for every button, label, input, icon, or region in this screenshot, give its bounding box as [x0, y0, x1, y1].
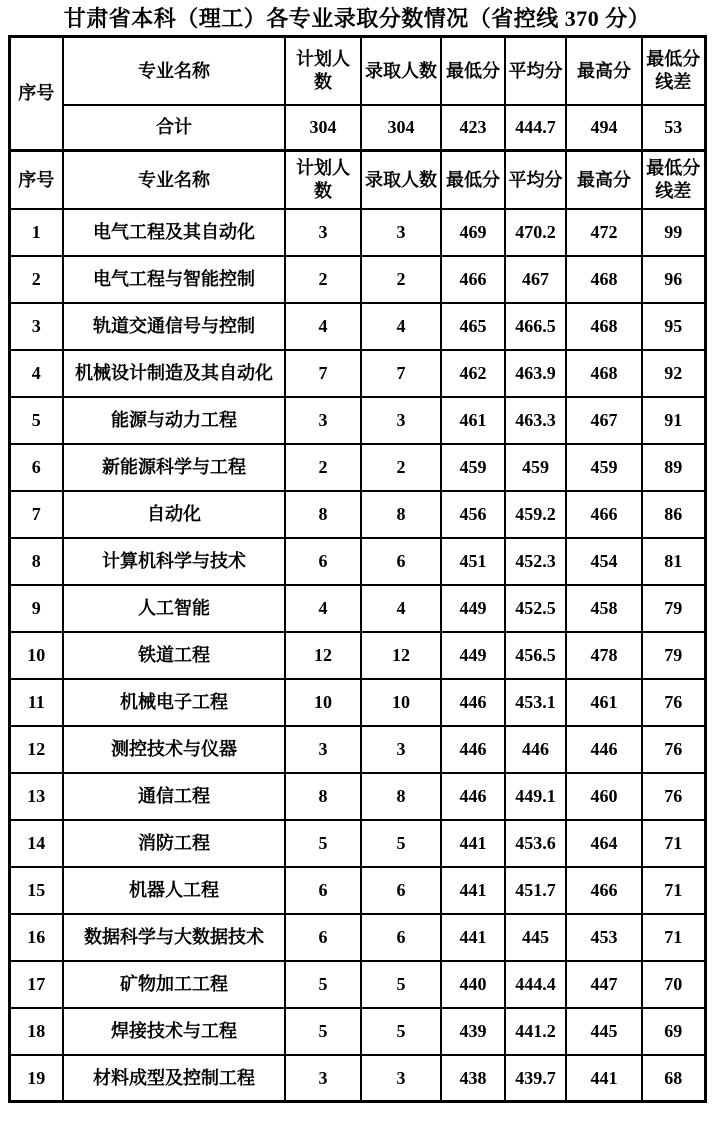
header-major: 专业名称 [63, 37, 285, 105]
cell-plan: 6 [285, 867, 361, 914]
header2-plan: 计划人数 [285, 151, 361, 209]
cell-no: 16 [9, 914, 63, 961]
cell-max: 454 [566, 538, 642, 585]
cell-plan: 6 [285, 538, 361, 585]
cell-no: 17 [9, 961, 63, 1008]
cell-avg: 470.2 [505, 209, 566, 256]
cell-major: 铁道工程 [63, 632, 285, 679]
cell-major: 通信工程 [63, 773, 285, 820]
cell-no: 13 [9, 773, 63, 820]
cell-avg: 463.9 [505, 350, 566, 397]
total-row [9, 105, 705, 151]
cell-diff: 71 [642, 867, 705, 914]
cell-min: 466 [441, 256, 505, 303]
cell-no: 19 [9, 1055, 63, 1102]
table-row [9, 303, 705, 350]
cell-avg: 452.3 [505, 538, 566, 585]
cell-plan: 2 [285, 256, 361, 303]
cell-avg: 449.1 [505, 773, 566, 820]
cell-min: 469 [441, 209, 505, 256]
cell-diff: 79 [642, 632, 705, 679]
cell-admitted: 10 [361, 679, 441, 726]
cell-max: 441 [566, 1055, 642, 1102]
cell-diff: 70 [642, 961, 705, 1008]
header2-major: 专业名称 [63, 151, 285, 209]
header-min-diff [642, 37, 705, 105]
cell-admitted: 2 [361, 256, 441, 303]
cell-diff: 81 [642, 538, 705, 585]
admission-scores-table [8, 35, 707, 1103]
cell-diff: 92 [642, 350, 705, 397]
header-max: 最高分 [566, 37, 642, 105]
table-row [9, 1008, 705, 1055]
cell-major: 能源与动力工程 [63, 397, 285, 444]
cell-no: 1 [9, 209, 63, 256]
cell-max: 468 [566, 303, 642, 350]
cell-major: 机械设计制造及其自动化 [63, 350, 285, 397]
table-row [9, 538, 705, 585]
header-admitted: 录取人数 [361, 37, 441, 105]
table-row [9, 350, 705, 397]
cell-max: 461 [566, 679, 642, 726]
cell-avg: 459 [505, 444, 566, 491]
cell-admitted: 4 [361, 585, 441, 632]
cell-major: 矿物加工工程 [63, 961, 285, 1008]
cell-plan: 3 [285, 726, 361, 773]
cell-diff: 91 [642, 397, 705, 444]
cell-plan: 4 [285, 585, 361, 632]
cell-major: 测控技术与仪器 [63, 726, 285, 773]
cell-avg: 456.5 [505, 632, 566, 679]
cell-max: 460 [566, 773, 642, 820]
total-plan: 304 [285, 105, 361, 151]
header2-min-diff [642, 151, 705, 209]
header2-max: 最高分 [566, 151, 642, 209]
header-row-secondary [9, 151, 705, 209]
table-row [9, 444, 705, 491]
cell-diff: 69 [642, 1008, 705, 1055]
table-row [9, 491, 705, 538]
cell-diff: 71 [642, 820, 705, 867]
cell-plan: 7 [285, 350, 361, 397]
cell-no: 5 [9, 397, 63, 444]
cell-avg: 466.5 [505, 303, 566, 350]
cell-min: 438 [441, 1055, 505, 1102]
cell-avg: 467 [505, 256, 566, 303]
cell-max: 453 [566, 914, 642, 961]
cell-major: 焊接技术与工程 [63, 1008, 285, 1055]
total-diff: 53 [642, 105, 705, 151]
cell-avg: 441.2 [505, 1008, 566, 1055]
cell-avg: 453.1 [505, 679, 566, 726]
cell-min: 446 [441, 726, 505, 773]
cell-max: 466 [566, 491, 642, 538]
cell-max: 464 [566, 820, 642, 867]
cell-major: 计算机科学与技术 [63, 538, 285, 585]
cell-avg: 459.2 [505, 491, 566, 538]
table-row [9, 256, 705, 303]
cell-min: 449 [441, 585, 505, 632]
cell-major: 轨道交通信号与控制 [63, 303, 285, 350]
table-row [9, 632, 705, 679]
cell-diff: 96 [642, 256, 705, 303]
cell-admitted: 5 [361, 820, 441, 867]
table-row [9, 820, 705, 867]
cell-plan: 3 [285, 397, 361, 444]
total-max: 494 [566, 105, 642, 151]
cell-min: 441 [441, 820, 505, 867]
cell-avg: 453.6 [505, 820, 566, 867]
table-row [9, 867, 705, 914]
header2-no: 序号 [9, 151, 63, 209]
header-avg: 平均分 [505, 37, 566, 105]
cell-admitted: 6 [361, 538, 441, 585]
cell-min: 465 [441, 303, 505, 350]
cell-plan: 8 [285, 773, 361, 820]
cell-admitted: 3 [361, 726, 441, 773]
cell-max: 466 [566, 867, 642, 914]
cell-plan: 10 [285, 679, 361, 726]
cell-max: 446 [566, 726, 642, 773]
cell-no: 9 [9, 585, 63, 632]
cell-no: 6 [9, 444, 63, 491]
header2-min-diff-line2: 线差 [655, 180, 692, 201]
cell-max: 447 [566, 961, 642, 1008]
cell-diff: 99 [642, 209, 705, 256]
cell-min: 449 [441, 632, 505, 679]
cell-plan: 12 [285, 632, 361, 679]
cell-diff: 76 [642, 773, 705, 820]
cell-major: 电气工程与智能控制 [63, 256, 285, 303]
total-admitted: 304 [361, 105, 441, 151]
cell-min: 459 [441, 444, 505, 491]
cell-avg: 444.4 [505, 961, 566, 1008]
header-min-diff-line2: 线差 [655, 71, 692, 92]
cell-no: 12 [9, 726, 63, 773]
cell-diff: 79 [642, 585, 705, 632]
cell-min: 446 [441, 773, 505, 820]
cell-plan: 5 [285, 961, 361, 1008]
header2-avg: 平均分 [505, 151, 566, 209]
cell-avg: 452.5 [505, 585, 566, 632]
cell-max: 458 [566, 585, 642, 632]
cell-diff: 76 [642, 679, 705, 726]
table-row [9, 773, 705, 820]
total-label: 合计 [63, 105, 285, 151]
cell-major: 新能源科学与工程 [63, 444, 285, 491]
cell-plan: 3 [285, 209, 361, 256]
cell-admitted: 12 [361, 632, 441, 679]
cell-admitted: 4 [361, 303, 441, 350]
cell-no: 14 [9, 820, 63, 867]
cell-plan: 5 [285, 820, 361, 867]
cell-min: 462 [441, 350, 505, 397]
cell-max: 478 [566, 632, 642, 679]
cell-plan: 8 [285, 491, 361, 538]
header-plan: 计划人数 [285, 37, 361, 105]
cell-admitted: 8 [361, 773, 441, 820]
cell-no: 4 [9, 350, 63, 397]
total-min: 423 [441, 105, 505, 151]
cell-diff: 95 [642, 303, 705, 350]
cell-min: 439 [441, 1008, 505, 1055]
cell-admitted: 8 [361, 491, 441, 538]
cell-plan: 3 [285, 1055, 361, 1102]
cell-admitted: 6 [361, 867, 441, 914]
cell-major: 材料成型及控制工程 [63, 1055, 285, 1102]
cell-diff: 71 [642, 914, 705, 961]
cell-avg: 446 [505, 726, 566, 773]
cell-no: 8 [9, 538, 63, 585]
cell-admitted: 5 [361, 1008, 441, 1055]
header-min-diff-line1: 最低分 [646, 49, 701, 70]
cell-min: 461 [441, 397, 505, 444]
cell-no: 3 [9, 303, 63, 350]
cell-major: 人工智能 [63, 585, 285, 632]
cell-admitted: 7 [361, 350, 441, 397]
cell-diff: 76 [642, 726, 705, 773]
table-row [9, 397, 705, 444]
cell-no: 2 [9, 256, 63, 303]
cell-min: 456 [441, 491, 505, 538]
cell-min: 451 [441, 538, 505, 585]
cell-no: 18 [9, 1008, 63, 1055]
cell-min: 446 [441, 679, 505, 726]
header2-admitted: 录取人数 [361, 151, 441, 209]
cell-max: 468 [566, 256, 642, 303]
cell-diff: 86 [642, 491, 705, 538]
cell-max: 468 [566, 350, 642, 397]
total-avg: 444.7 [505, 105, 566, 151]
cell-max: 459 [566, 444, 642, 491]
cell-admitted: 3 [361, 1055, 441, 1102]
table-row [9, 209, 705, 256]
cell-major: 机械电子工程 [63, 679, 285, 726]
cell-plan: 5 [285, 1008, 361, 1055]
table-row [9, 585, 705, 632]
cell-major: 电气工程及其自动化 [63, 209, 285, 256]
cell-major: 机器人工程 [63, 867, 285, 914]
cell-no: 15 [9, 867, 63, 914]
cell-major: 自动化 [63, 491, 285, 538]
cell-diff: 68 [642, 1055, 705, 1102]
cell-min: 440 [441, 961, 505, 1008]
table-row [9, 726, 705, 773]
cell-avg: 451.7 [505, 867, 566, 914]
table-row [9, 1055, 705, 1102]
cell-avg: 463.3 [505, 397, 566, 444]
table-row [9, 679, 705, 726]
cell-admitted: 3 [361, 209, 441, 256]
cell-avg: 445 [505, 914, 566, 961]
cell-no: 10 [9, 632, 63, 679]
cell-plan: 6 [285, 914, 361, 961]
cell-min: 441 [441, 914, 505, 961]
cell-major: 数据科学与大数据技术 [63, 914, 285, 961]
cell-major: 消防工程 [63, 820, 285, 867]
cell-max: 445 [566, 1008, 642, 1055]
cell-no: 7 [9, 491, 63, 538]
cell-max: 472 [566, 209, 642, 256]
header2-min: 最低分 [441, 151, 505, 209]
cell-plan: 2 [285, 444, 361, 491]
header-no: 序号 [9, 37, 63, 151]
cell-avg: 439.7 [505, 1055, 566, 1102]
cell-max: 467 [566, 397, 642, 444]
cell-admitted: 6 [361, 914, 441, 961]
cell-admitted: 3 [361, 397, 441, 444]
table-row [9, 914, 705, 961]
cell-admitted: 2 [361, 444, 441, 491]
page-title: 甘肃省本科（理工）各专业录取分数情况（省控线 370 分） [63, 6, 651, 31]
cell-min: 441 [441, 867, 505, 914]
header-row-primary [9, 37, 705, 105]
header2-min-diff-line1: 最低分 [646, 158, 701, 179]
cell-diff: 89 [642, 444, 705, 491]
cell-no: 11 [9, 679, 63, 726]
cell-plan: 4 [285, 303, 361, 350]
cell-admitted: 5 [361, 961, 441, 1008]
table-row [9, 961, 705, 1008]
header-min: 最低分 [441, 37, 505, 105]
